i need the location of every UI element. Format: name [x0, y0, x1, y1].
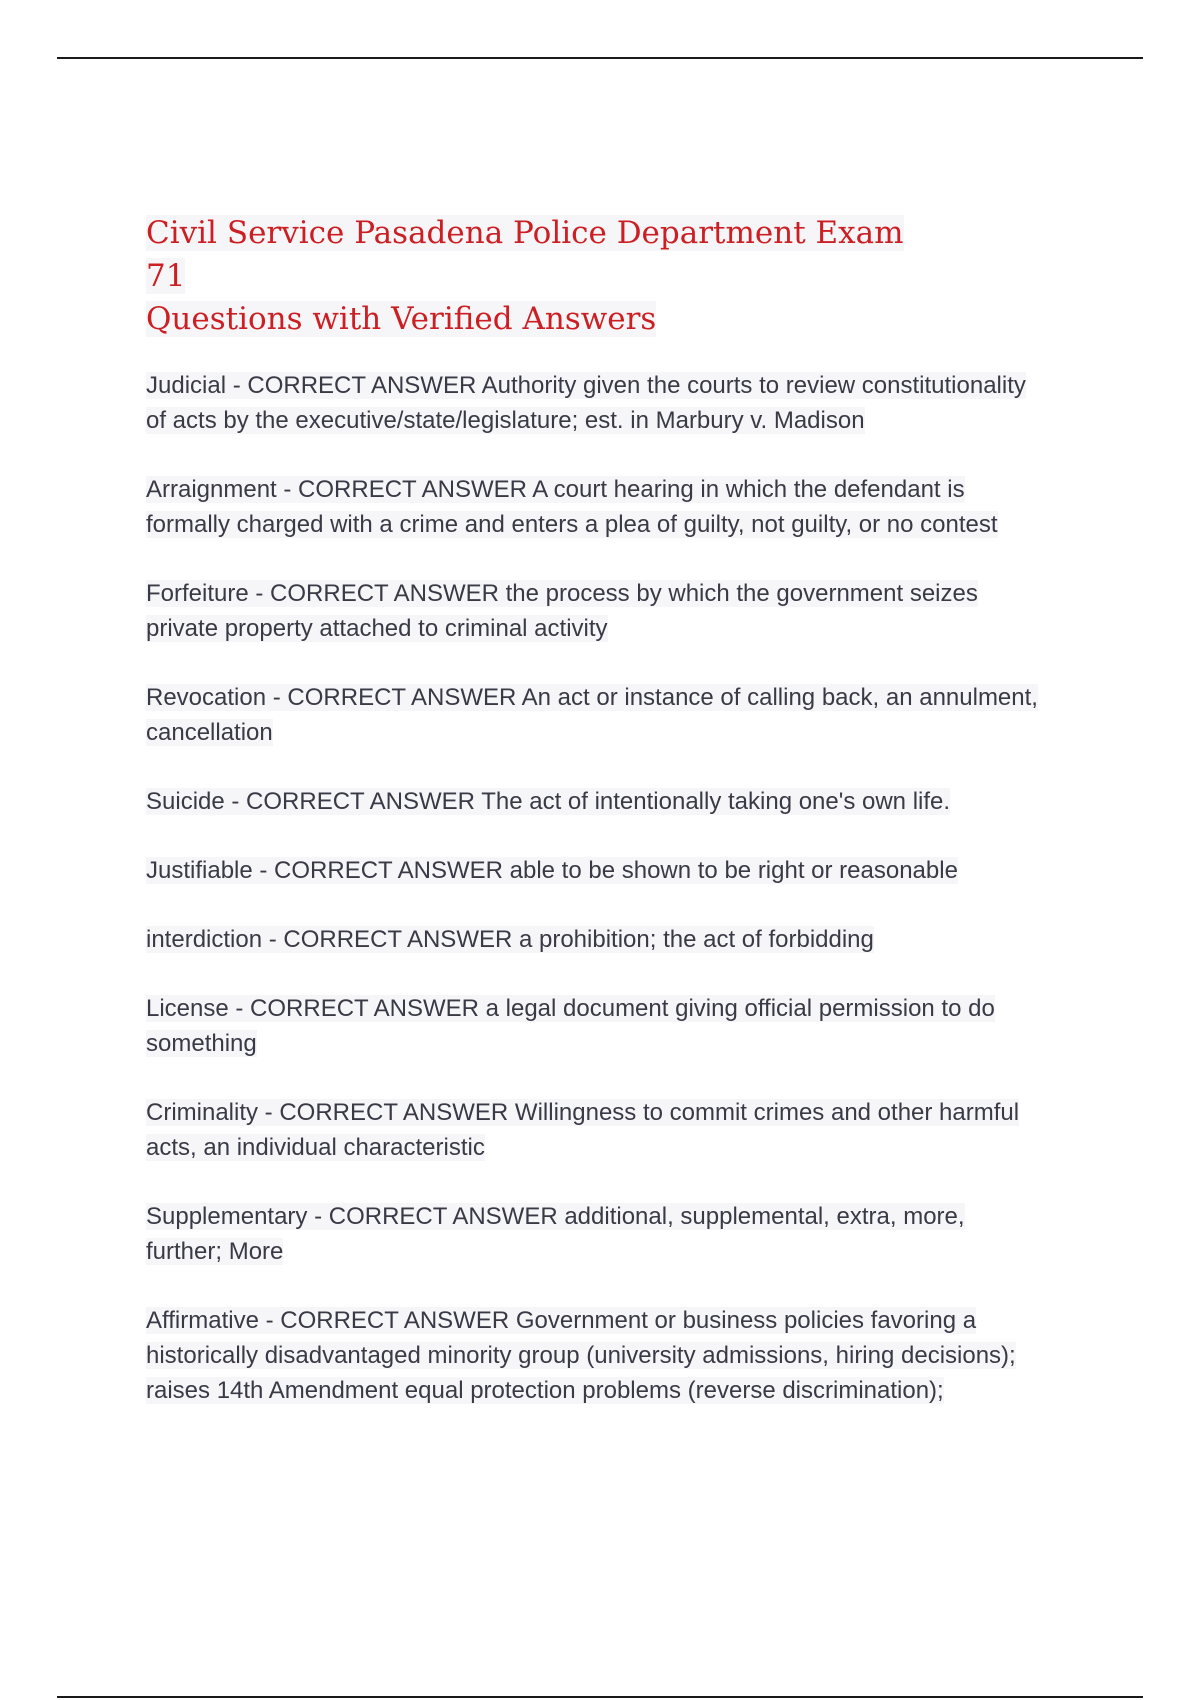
- entry-text: interdiction - CORRECT ANSWER a prohibition; the act of forbidding: [146, 926, 874, 953]
- entry-text: raises 14th Amendment equal protection problems (reverse discrimination);: [146, 1377, 944, 1404]
- entry-text: of acts by the executive/state/legislature; est. in Marbury v. Madison: [146, 407, 865, 434]
- qa-entry-affirmative: [146, 1303, 1096, 1408]
- qa-entry-supplementary: [146, 1199, 1096, 1269]
- entry-text: Supplementary - CORRECT ANSWER additional, supplemental, extra, more,: [146, 1203, 965, 1230]
- title-line-2: Questions with Verified Answers: [146, 301, 657, 337]
- entry-text: cancellation: [146, 719, 273, 746]
- entry-text: historically disadvantaged minority group (university admissions, hiring decisions);: [146, 1342, 1016, 1369]
- bottom-rule: [57, 1696, 1143, 1698]
- entry-text: Judicial - CORRECT ANSWER Authority given the courts to review constitutionality: [146, 372, 1026, 399]
- entry-text: Arraignment - CORRECT ANSWER A court hearing in which the defendant is: [146, 476, 965, 503]
- qa-entry-justifiable: [146, 853, 1096, 888]
- entry-text: formally charged with a crime and enters a plea of guilty, not guilty, or no contest: [146, 511, 998, 538]
- entry-text: Justifiable - CORRECT ANSWER able to be shown to be right or reasonable: [146, 857, 958, 884]
- qa-entry-suicide: [146, 784, 1096, 819]
- qa-entry-revocation: [146, 680, 1096, 750]
- qa-list: [146, 368, 1096, 1442]
- entry-text: acts, an individual characteristic: [146, 1134, 485, 1161]
- entry-text: Suicide - CORRECT ANSWER The act of intentionally taking one's own life.: [146, 788, 951, 815]
- entry-text: License - CORRECT ANSWER a legal document giving official permission to do: [146, 995, 995, 1022]
- entry-text: Affirmative - CORRECT ANSWER Government or business policies favoring a: [146, 1307, 977, 1334]
- qa-entry-interdiction: [146, 922, 1096, 957]
- qa-entry-criminality: [146, 1095, 1096, 1165]
- entry-text: something: [146, 1030, 257, 1057]
- document-title: [146, 212, 946, 341]
- entry-text: Criminality - CORRECT ANSWER Willingness to commit crimes and other harmful: [146, 1099, 1020, 1126]
- entry-text: private property attached to criminal activity: [146, 615, 608, 642]
- qa-entry-arraignment: [146, 472, 1096, 542]
- entry-text: Forfeiture - CORRECT ANSWER the process by which the government seizes: [146, 580, 978, 607]
- qa-entry-judicial: [146, 368, 1096, 438]
- entry-text: Revocation - CORRECT ANSWER An act or instance of calling back, an annulment,: [146, 684, 1038, 711]
- qa-entry-license: [146, 991, 1096, 1061]
- title-line-1: Civil Service Pasadena Police Department Exam 71: [146, 215, 904, 294]
- top-rule: [57, 57, 1143, 59]
- entry-text: further; More: [146, 1238, 284, 1265]
- qa-entry-forfeiture: [146, 576, 1096, 646]
